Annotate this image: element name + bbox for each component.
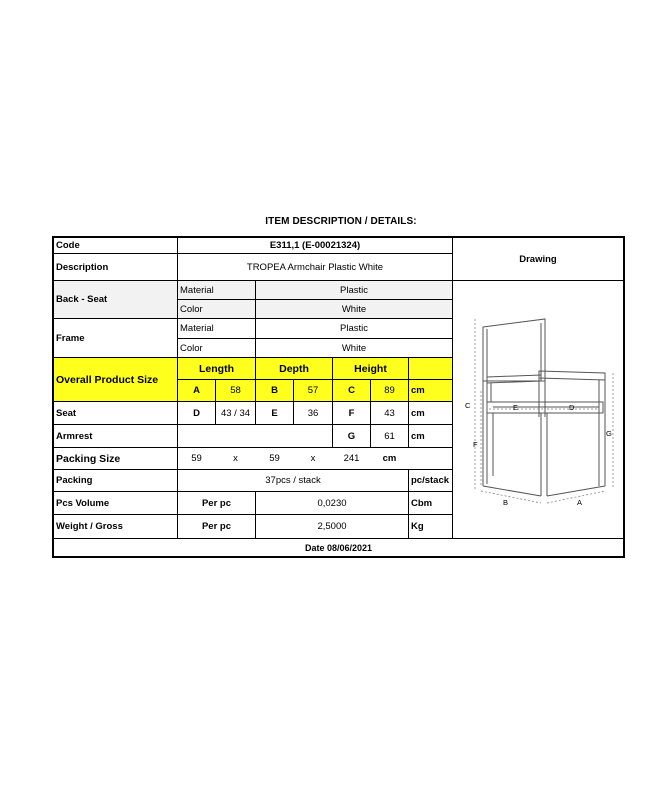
dim-f-label: F <box>348 407 355 419</box>
drawing-label-e: E <box>513 403 519 412</box>
armrest-label: Armrest <box>56 430 93 442</box>
back-seat-label: Back - Seat <box>54 281 177 318</box>
overall-size-label: Overall Product Size <box>54 358 177 401</box>
packing-size-v3: 241 <box>343 453 360 464</box>
seat-unit: cm <box>411 407 425 419</box>
drawing-header: Drawing <box>519 253 557 265</box>
drawing-label-b: B <box>503 498 509 507</box>
seat-label: Seat <box>56 407 77 419</box>
description-label: Description <box>56 261 109 273</box>
back-seat-color-label: Color <box>178 300 255 318</box>
overall-unit: cm <box>409 380 452 401</box>
packing-size-x1: x <box>233 453 238 464</box>
length-header: Length <box>178 358 255 379</box>
weight-label: Weight / Gross <box>56 521 123 532</box>
frame-color: White <box>341 342 367 354</box>
dim-b-label: B <box>256 380 293 401</box>
frame-material-label: Material <box>180 323 214 334</box>
drawing-label-f: F <box>473 440 478 449</box>
frame-label: Frame <box>56 332 85 344</box>
pcs-volume-value: 0,0230 <box>317 497 347 509</box>
armrest-unit: cm <box>411 430 425 442</box>
description-value: TROPEA Armchair Plastic White <box>246 261 384 273</box>
drawing-label-g: G <box>606 429 612 438</box>
page-heading: ITEM DESCRIPTION / DETAILS: <box>265 216 417 227</box>
dim-a-value: 58 <box>216 380 255 401</box>
packing-size-label: Packing Size <box>56 452 121 465</box>
dim-b-value: 57 <box>294 380 332 401</box>
code-value: E311,1 (E-00021324) <box>269 240 361 251</box>
packing-value: 37pcs / stack <box>265 475 321 486</box>
overall-header-blank <box>409 358 452 379</box>
packing-unit: pc/stack <box>411 475 450 486</box>
back-seat-color: White <box>256 300 452 318</box>
dim-e-label: E <box>271 407 278 419</box>
weight-per: Per pc <box>201 521 232 532</box>
dim-c-value: 89 <box>371 380 408 401</box>
pcs-volume-label: Pcs Volume <box>56 497 110 509</box>
code-label: Code <box>56 240 80 251</box>
dim-a-label: A <box>178 380 215 401</box>
frame-color-label: Color <box>180 342 203 354</box>
frame-material: Plastic <box>340 323 368 334</box>
dim-g-value: 61 <box>384 430 395 442</box>
pcs-volume-unit: Cbm <box>411 497 433 509</box>
packing-size-v1: 59 <box>191 453 202 464</box>
weight-value: 2,5000 <box>317 521 347 532</box>
date: Date 08/06/2021 <box>304 542 373 553</box>
depth-header: Depth <box>256 358 332 379</box>
dim-d-value: 43 / 34 <box>220 407 251 419</box>
armchair-drawing <box>453 281 625 539</box>
pcs-volume-per: Per pc <box>201 497 232 509</box>
back-seat-material-label: Material <box>178 281 255 299</box>
dim-c-label: C <box>333 380 370 401</box>
packing-size-x2: x <box>310 453 316 464</box>
dim-e-value: 36 <box>307 407 319 419</box>
back-seat-material: Plastic <box>256 281 452 299</box>
dim-d-label: D <box>193 407 200 419</box>
packing-label: Packing <box>56 475 93 486</box>
packing-size-unit: cm <box>382 453 397 464</box>
drawing-label-a: A <box>577 498 583 507</box>
packing-size-v2: 59 <box>269 453 280 464</box>
dim-g-label: G <box>347 430 356 442</box>
weight-unit: Kg <box>411 521 424 532</box>
drawing-label-d: D <box>569 403 575 412</box>
height-header: Height <box>333 358 408 379</box>
dim-f-value: 43 <box>384 407 395 419</box>
drawing-label-c: C <box>465 401 471 410</box>
